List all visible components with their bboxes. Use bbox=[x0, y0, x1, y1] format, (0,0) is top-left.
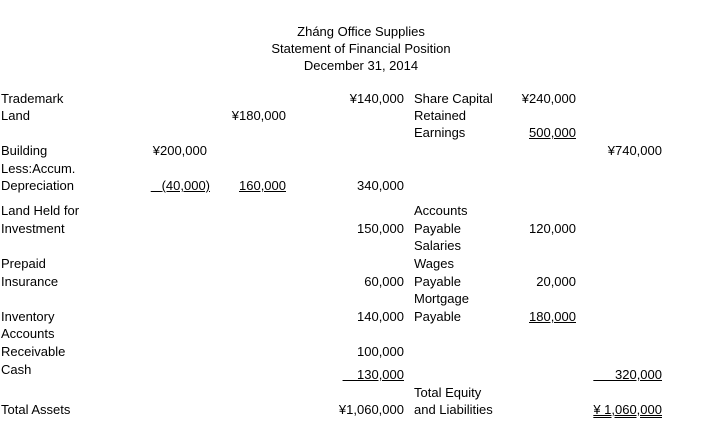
building-net-amount: 160,000 bbox=[239, 178, 286, 193]
depreciation-label: Depreciation bbox=[1, 178, 74, 193]
salaries-payable-amount: 20,000 bbox=[536, 274, 576, 289]
statement-date: December 31, 2014 bbox=[303, 58, 419, 73]
receivable-label-1: Accounts bbox=[1, 326, 55, 341]
receivable-total: 100,000 bbox=[357, 344, 404, 359]
prepaid-label-1: Prepaid bbox=[1, 256, 46, 271]
accum-depreciation-amount: (40,000) bbox=[161, 178, 210, 193]
salaries-label-2: Wages bbox=[414, 256, 454, 271]
salaries-label-3: Payable bbox=[414, 274, 461, 289]
land-held-label-2: Investment bbox=[1, 221, 65, 236]
land-held-total: 150,000 bbox=[357, 221, 404, 236]
liabilities-total: 320,000 bbox=[615, 367, 662, 382]
share-capital-label: Share Capital bbox=[414, 91, 493, 106]
salaries-label-1: Salaries bbox=[414, 238, 461, 253]
cash-total: 130,000 bbox=[357, 367, 404, 382]
company-name: Zháng Office Supplies bbox=[297, 24, 425, 39]
retained-label-1: Retained bbox=[414, 108, 467, 123]
building-label: Building bbox=[1, 143, 48, 158]
cash-label: Cash bbox=[1, 362, 32, 377]
grand-total-value: ¥ 1,060,000 bbox=[593, 402, 662, 417]
trademark-total: ¥140,000 bbox=[349, 91, 404, 106]
total-assets-label: Total Assets bbox=[1, 402, 71, 417]
mortgage-label-1: Mortgage bbox=[414, 291, 469, 306]
statement-title: Statement of Financial Position bbox=[271, 41, 451, 56]
inventory-label: Inventory bbox=[1, 309, 55, 324]
grand-total-label-1: Total Equity bbox=[414, 385, 482, 400]
equity-total: ¥740,000 bbox=[607, 143, 662, 158]
share-capital-amount: ¥240,000 bbox=[521, 91, 576, 106]
accounts-payable-label-1: Accounts bbox=[414, 203, 468, 218]
mortgage-payable-amount: 180,000 bbox=[529, 309, 576, 324]
less-accum-label: Less:Accum. bbox=[1, 161, 76, 176]
grand-total-label-2: and Liabilities bbox=[414, 402, 493, 417]
land-amount: ¥180,000 bbox=[231, 108, 286, 123]
accounts-payable-amount: 120,000 bbox=[529, 221, 576, 236]
mortgage-label-2: Payable bbox=[414, 309, 461, 324]
building-amount: ¥200,000 bbox=[152, 143, 207, 158]
inventory-total: 140,000 bbox=[357, 309, 404, 324]
retained-label-2: Earnings bbox=[414, 125, 466, 140]
total-assets-value: ¥1,060,000 bbox=[338, 402, 404, 417]
prepaid-label-2: Insurance bbox=[1, 274, 59, 289]
land-held-label-1: Land Held for bbox=[1, 203, 80, 218]
trademark-label: Trademark bbox=[1, 91, 64, 106]
receivable-label-2: Receivable bbox=[1, 344, 66, 359]
ppe-total: 340,000 bbox=[357, 178, 404, 193]
prepaid-total: 60,000 bbox=[364, 274, 404, 289]
retained-earnings-amount: 500,000 bbox=[529, 125, 576, 140]
land-label: Land bbox=[1, 108, 30, 123]
accounts-payable-label-2: Payable bbox=[414, 221, 461, 236]
